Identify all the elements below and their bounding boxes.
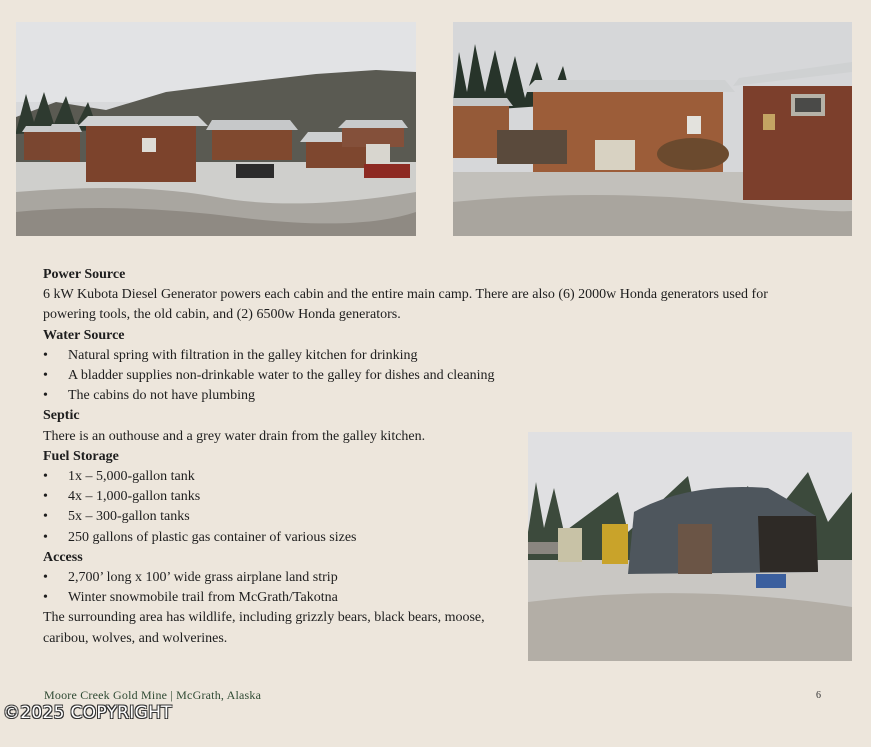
list-item [43, 346, 823, 366]
list-item [43, 386, 823, 406]
list-item-text: 1x – 5,000-gallon tank [68, 469, 195, 485]
list-item [43, 366, 823, 386]
list-item-text: A bladder supplies non-drinkable water to the galley for dishes and cleaning [68, 368, 495, 384]
list-item-text: 250 gallons of plastic gas container of various sizes [68, 529, 357, 545]
access-heading: Access [43, 549, 83, 565]
bullet: • [43, 590, 48, 606]
list-item-text: 5x – 300-gallon tanks [68, 509, 190, 525]
access-list [43, 568, 823, 608]
septic-text: There is an outhouse and a grey water drain from the galley kitchen. [43, 428, 426, 444]
list-item-text: The cabins do not have plumbing [68, 388, 256, 404]
list-item-text: Winter snowmobile trail from McGrath/Takotna [68, 590, 338, 606]
list-item [43, 467, 823, 487]
list-item-text: 4x – 1,000-gallon tanks [68, 489, 201, 505]
list-item [43, 487, 823, 507]
bullet: • [43, 388, 48, 404]
bullet: • [43, 509, 48, 525]
wildlife-text: The surrounding area has wildlife, including grizzly bears, black bears, moose, caribou, wolves, and wolverines. [43, 610, 485, 646]
list-item [43, 528, 823, 548]
list-item-text: 2,700’ long x 100’ wide grass airplane land strip [68, 570, 338, 586]
property-details [43, 265, 823, 649]
bullet: • [43, 489, 48, 505]
footer-location: Moore Creek Gold Mine | McGrath, Alaska [44, 688, 262, 702]
list-item-text: Natural spring with filtration in the galley kitchen for drinking [68, 347, 418, 363]
bullet: • [43, 347, 48, 363]
list-item [43, 588, 823, 608]
cabins-firewood-photo [453, 22, 852, 236]
camp-cabins-photo [16, 22, 416, 236]
list-item [43, 507, 823, 527]
fuel-storage-heading: Fuel Storage [43, 448, 119, 464]
fuel-storage-list [43, 467, 823, 548]
bullet: • [43, 529, 48, 545]
power-source-text: 6 kW Kubota Diesel Generator powers each cabin and the entire main camp. There are also (6) 2000w Honda generators used for powering tools, the old cabin, and (2) 6500w Honda generators. [43, 287, 768, 323]
bullet: • [43, 368, 48, 384]
bullet: • [43, 469, 48, 485]
list-item [43, 568, 823, 588]
power-source-heading: Power Source [43, 267, 126, 282]
water-source-heading: Water Source [43, 327, 125, 343]
copyright-watermark: ©2025 COPYRIGHT [3, 703, 172, 723]
page-number: 6 [816, 690, 821, 701]
bullet: • [43, 570, 48, 586]
water-source-list [43, 346, 823, 407]
septic-heading: Septic [43, 408, 80, 424]
